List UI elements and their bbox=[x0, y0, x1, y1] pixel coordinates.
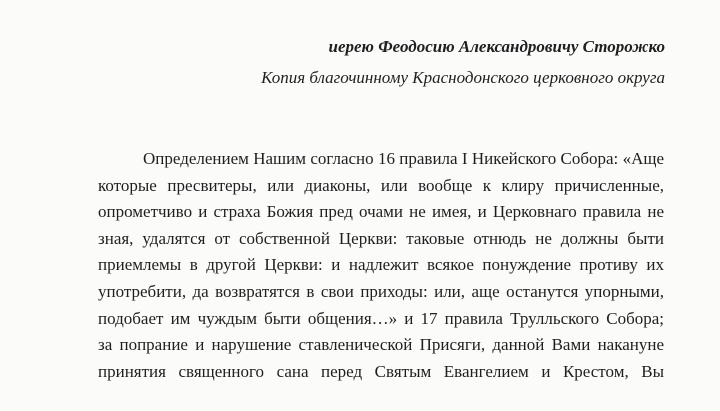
body-line: приемлемы в другой Церкви: и надлежит всякое понуждение противу их bbox=[98, 255, 664, 275]
copy-to-line: Копия благочинному Краснодонского церковного округа bbox=[261, 68, 665, 87]
body-line: употребити, да возвратятся в свои приходы: или, аще останутся упорными, bbox=[98, 281, 664, 301]
body-line: за попрание и нарушение ставленической Присяги, данной Вами накануне bbox=[98, 335, 664, 355]
body-line: принятия священного сана перед Святым Евангелием и Крестом, Вы bbox=[98, 361, 664, 381]
body-line: зная, удалятся от собственной Церкви: таковые отнюдь не должны быти bbox=[98, 228, 664, 248]
addressee-line: иерею Феодосию Александровичу Сторожко bbox=[328, 37, 665, 56]
body-line: подобает им чуждым быти общения…» и 17 правила Трулльского Собора; bbox=[98, 308, 664, 328]
body-line: Определением Нашим согласно 16 правила I Никейского Собора: «Аще bbox=[143, 149, 664, 168]
body-paragraph bbox=[98, 146, 664, 385]
body-line: которые пресвитеры, или диаконы, или вообще к клиру причисленные, bbox=[98, 175, 664, 195]
body-line: опрометчиво и страха Божия пред очами не имея, и Церковнаго правила не bbox=[98, 202, 664, 222]
